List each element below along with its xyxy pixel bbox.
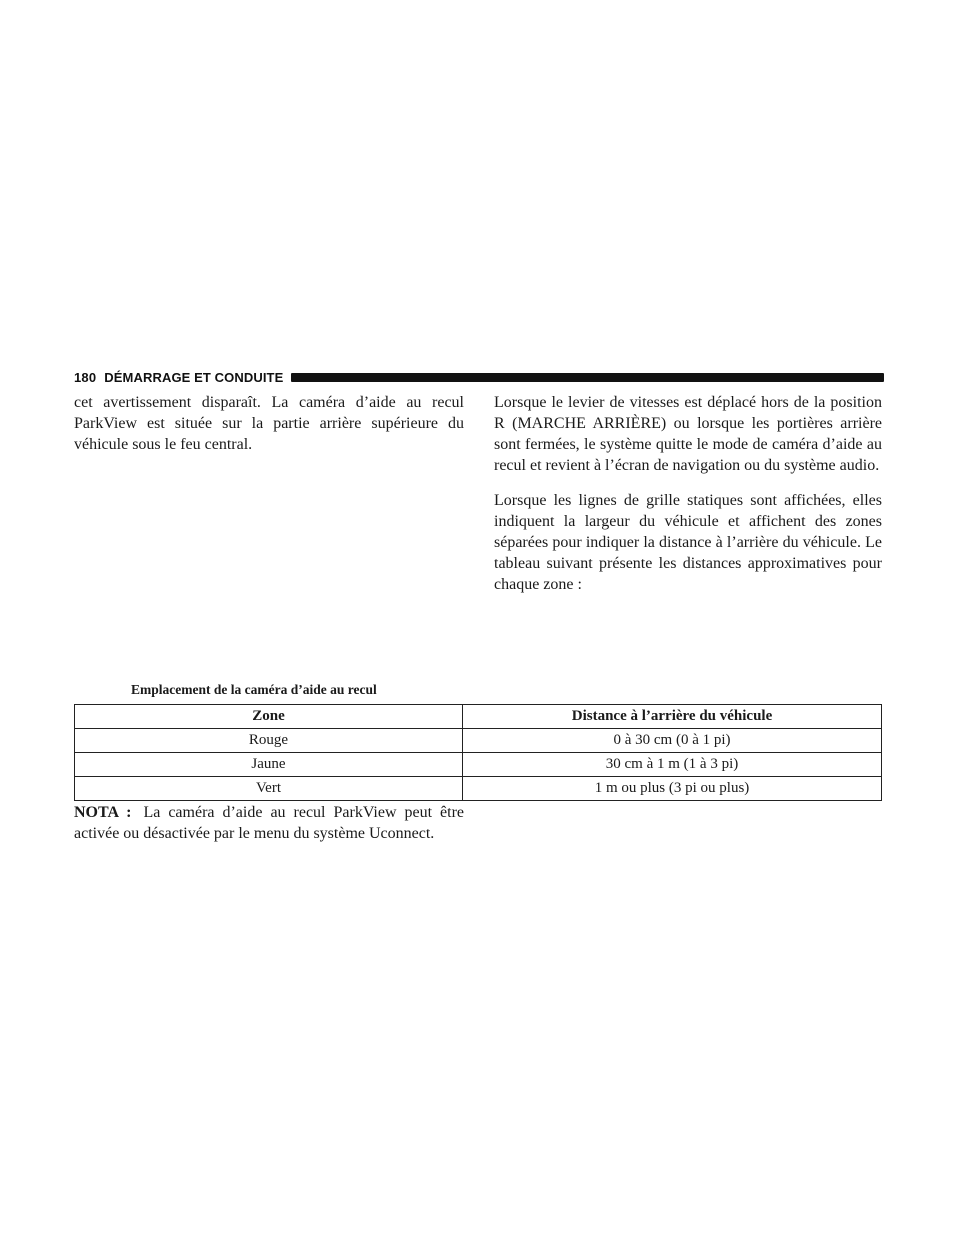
note-text: La caméra d’aide au recul ParkView peut être activée ou désactivée par le menu du système Uconnect. bbox=[74, 804, 464, 842]
figure-caption: Emplacement de la caméra d’aide au recul bbox=[131, 682, 377, 697]
table-row bbox=[75, 729, 882, 753]
page-number: 180 bbox=[74, 369, 97, 385]
zone-distance-table bbox=[74, 704, 882, 801]
header-distance: Distance à l’arrière du véhicule bbox=[463, 705, 882, 729]
zone-cell: Vert bbox=[75, 777, 463, 801]
table-header-row bbox=[75, 705, 882, 729]
table-row bbox=[75, 777, 882, 801]
note-block bbox=[74, 802, 464, 844]
left-paragraph-1: cet avertissement disparaît. La caméra d’aide au recul ParkView est située sur la partie arrière supérieure du véhicule sous le feu central. bbox=[74, 394, 464, 453]
zone-cell: Jaune bbox=[75, 753, 463, 777]
distance-cell: 30 cm à 1 m (1 à 3 pi) bbox=[463, 753, 882, 777]
left-column bbox=[74, 392, 464, 469]
header-zone: Zone bbox=[75, 705, 463, 729]
right-column bbox=[494, 392, 882, 609]
distance-cell: 0 à 30 cm (0 à 1 pi) bbox=[463, 729, 882, 753]
right-paragraph-2: Lorsque les lignes de grille statiques sont affichées, elles indiquent la largeur du véhicule et affichent des zones séparées pour indiquer la distance à l’arrière du véhicule. Le tableau suivant présente les distances approximatives pour chaque zone : bbox=[494, 492, 882, 593]
zone-cell: Rouge bbox=[75, 729, 463, 753]
distance-cell: 1 m ou plus (3 pi ou plus) bbox=[463, 777, 882, 801]
page-header bbox=[74, 368, 884, 386]
section-title: DÉMARRAGE ET CONDUITE bbox=[104, 369, 284, 385]
note-label: NOTA : bbox=[74, 804, 132, 821]
table-row bbox=[75, 753, 882, 777]
header-rule bbox=[291, 373, 884, 382]
right-paragraph-1: Lorsque le levier de vitesses est déplacé hors de la position R (MARCHE ARRIÈRE) ou lorsque les portières arrière sont fermées, le système quitte le mode de caméra d’aide au recul et revient à l’écran de navigation ou du système audio. bbox=[494, 394, 882, 474]
